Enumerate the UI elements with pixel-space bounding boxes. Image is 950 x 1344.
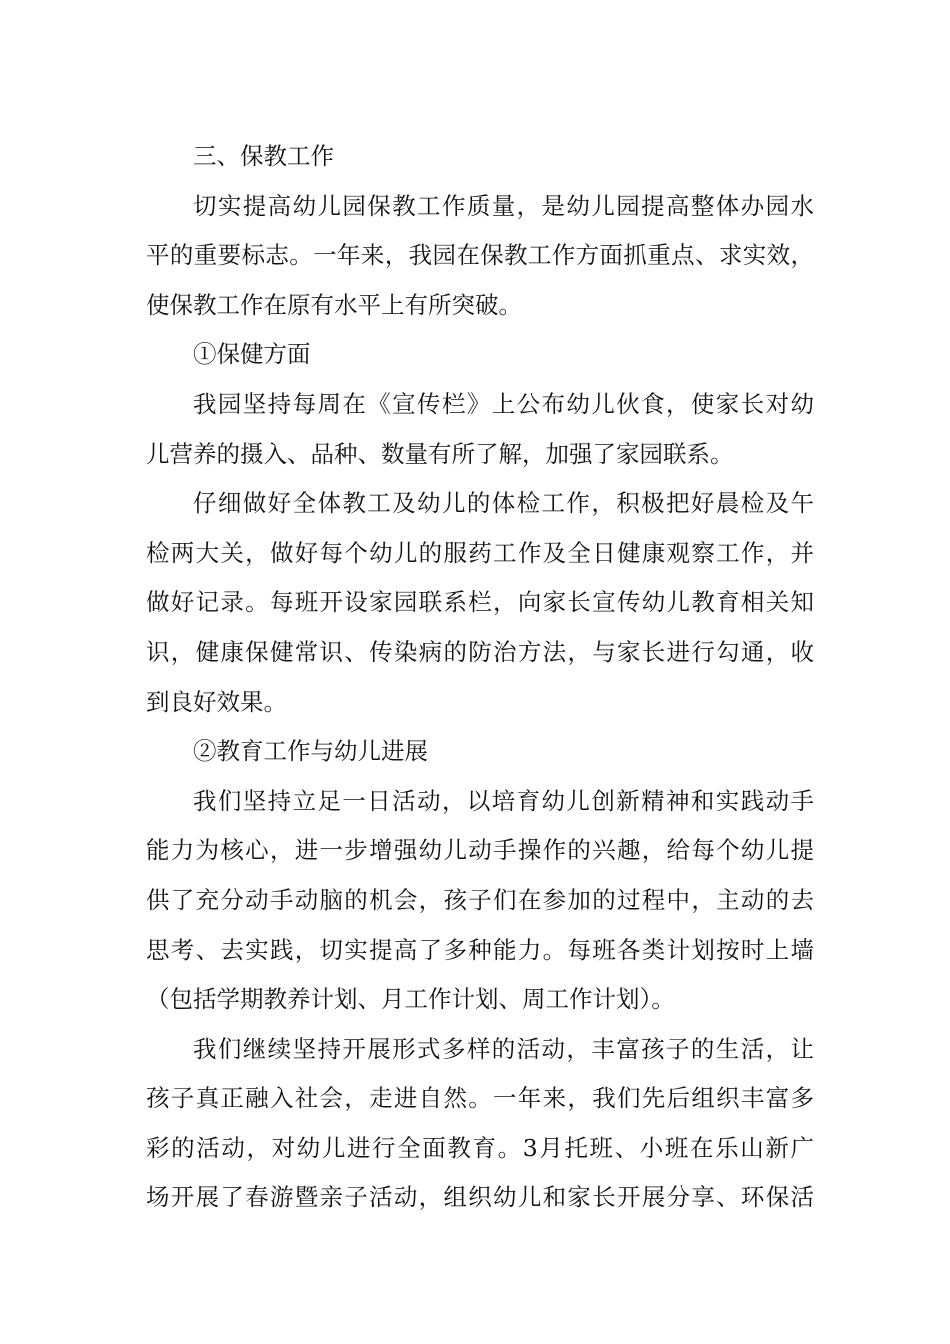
paragraph-line: 我园坚持每周在《宣传栏》上公布幼儿伙食，使家长对幼: [193, 389, 814, 418]
paragraph-line: 思考、去实践，切实提高了多种能力。每班各类计划按时上墙: [146, 935, 814, 964]
paragraph-line: 能力为核心，进一步增强幼儿动手操作的兴趣，给每个幼儿提: [146, 836, 814, 865]
paragraph-line: 儿营养的摄入、品种、数量有所了解，加强了家园联系。: [146, 439, 734, 468]
paragraph-line: 做好记录。每班开设家园联系栏，向家长宣传幼儿教育相关知: [146, 588, 814, 617]
paragraph-line: 切实提高幼儿园保教工作质量，是幼儿园提高整体办园水: [193, 191, 814, 220]
paragraph-line: 我们继续坚持开展形式多样的活动，丰富孩子的生活，让: [193, 1034, 814, 1063]
paragraph-line: 检两大关，做好每个幼儿的服药工作及全日健康观察工作，并: [146, 538, 814, 567]
paragraph-line: 识，健康保健常识、传染病的防治方法，与家长进行勾通，收: [146, 637, 814, 666]
paragraph-line: 孩子真正融入社会，走进自然。一年来，我们先后组织丰富多: [146, 1084, 814, 1113]
paragraph-line: 场开展了春游暨亲子活动，组织幼儿和家长开展分享、环保活: [146, 1183, 814, 1212]
section-heading: 三、保教工作: [193, 142, 334, 170]
paragraph-line: 彩的活动，对幼儿进行全面教育。3月托班、小班在乐山新广: [146, 1133, 814, 1162]
paragraph-line: 到良好效果。: [146, 687, 287, 716]
paragraph-line: 我们坚持立足一日活动，以培育幼儿创新精神和实践动手: [193, 786, 814, 815]
paragraph-line: （包括学期教养计划、月工作计划、周工作计划）。: [146, 985, 675, 1014]
paragraph-line: 供了充分动手动脑的机会，孩子们在参加的过程中，主动的去: [146, 885, 814, 914]
subsection-heading: ②教育工作与幼儿进展: [193, 737, 428, 766]
document-body: [146, 132, 814, 1223]
paragraph-line: 使保教工作在原有水平上有所突破。: [146, 290, 522, 319]
subsection-heading: ①保健方面: [193, 340, 311, 369]
paragraph-line: 仔细做好全体教工及幼儿的体检工作，积极把好晨检及午: [193, 489, 814, 518]
paragraph-line: 平的重要标志。一年来，我园在保教工作方面抓重点、求实效，: [146, 241, 814, 270]
